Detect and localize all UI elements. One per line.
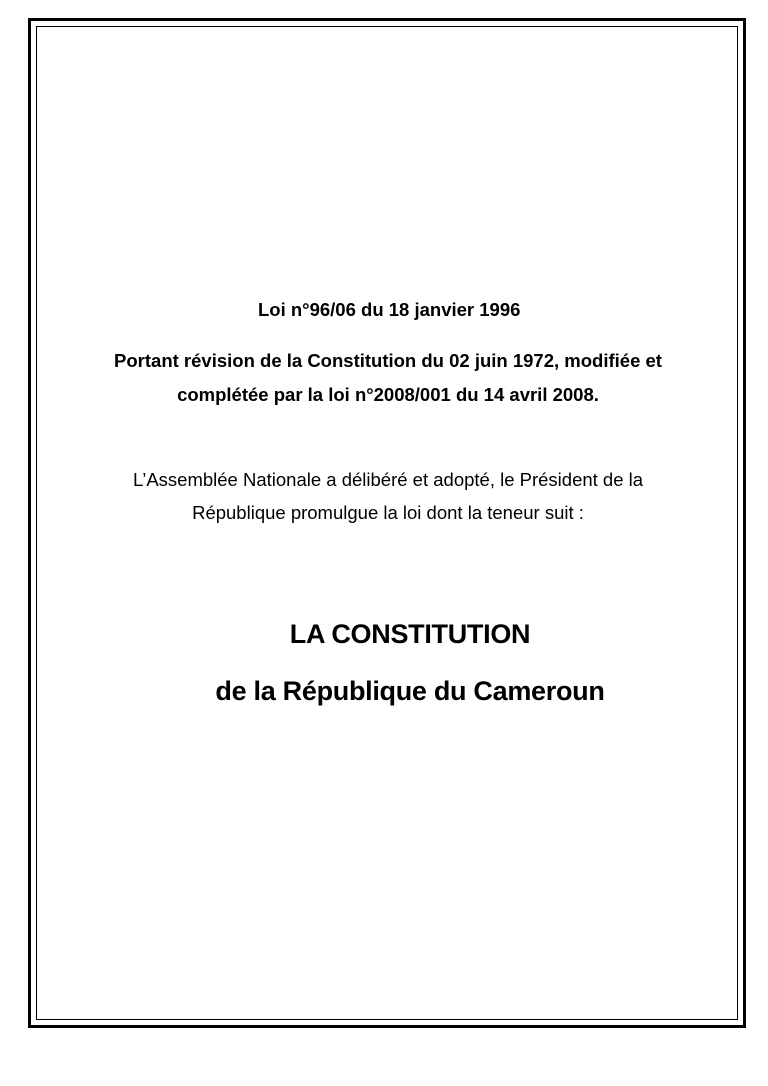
constitution-subtitle: de la République du Cameroun <box>215 676 605 706</box>
enactment-clause <box>60 463 716 529</box>
constitution-title: LA CONSTITUTION <box>289 619 531 649</box>
law-subtitle <box>60 344 716 412</box>
enactment-line-1: L’Assemblée Nationale a délibéré et adopté, le Président de la <box>132 469 644 490</box>
law-subtitle-line-2: complétée par la loi n°2008/001 du 14 avril 2008. <box>177 384 599 405</box>
law-number: Loi n°96/06 du 18 janvier 1996 <box>258 299 521 320</box>
enactment-line-2: République promulgue la loi dont la teneur suit : <box>192 502 584 523</box>
law-subtitle-line-1: Portant révision de la Constitution du 02 juin 1972, modifiée et <box>114 350 662 371</box>
